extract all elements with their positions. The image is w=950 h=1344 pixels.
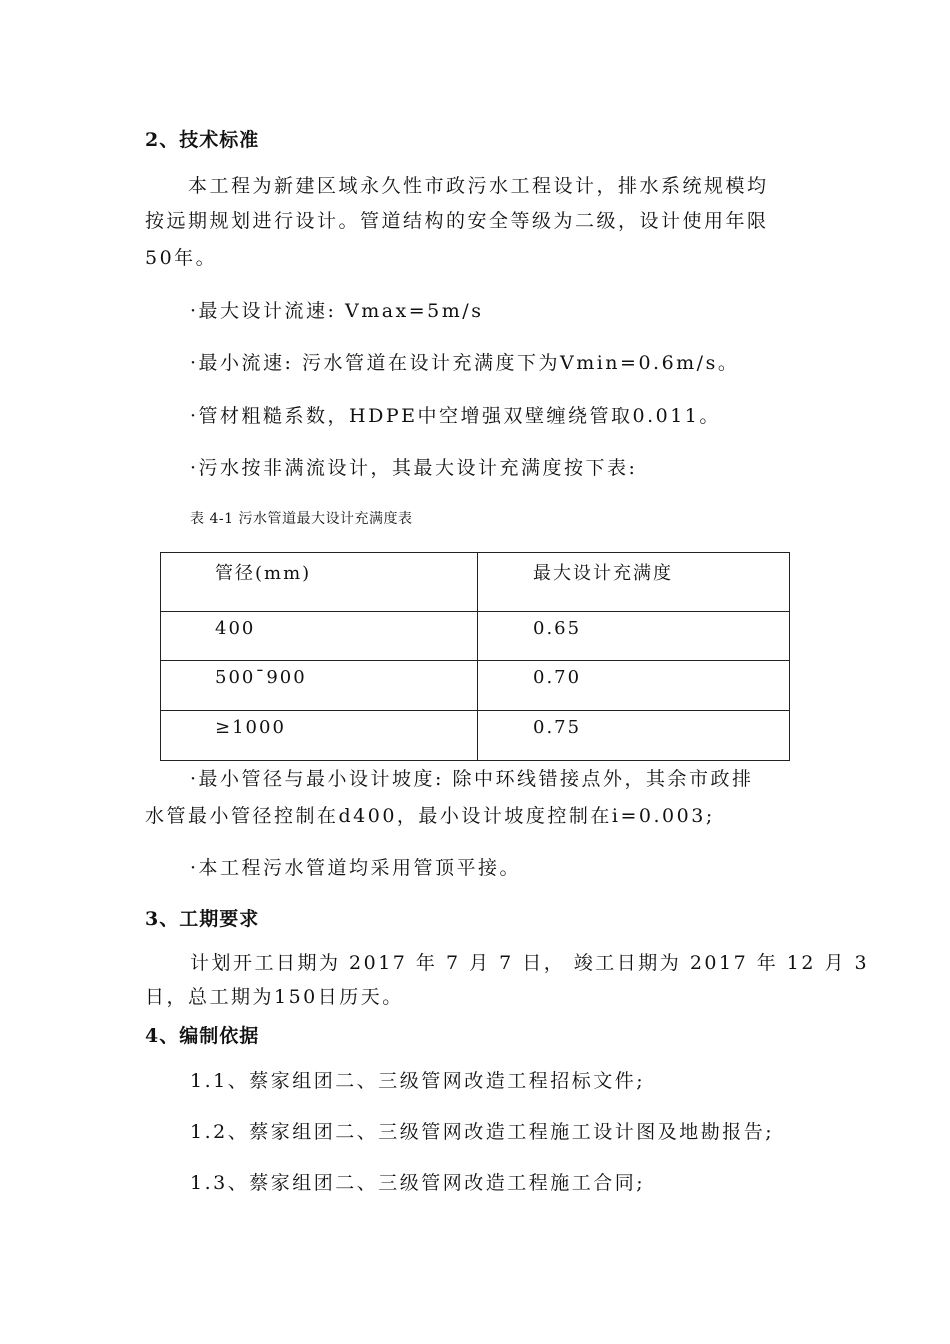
table-row	[161, 661, 790, 711]
table-cell-fullness: 0.65	[478, 611, 790, 661]
schedule-line-1: 计划开工日期为 2017 年 7 月 7 日， 竣工日期为 2017 年 12 月 3	[190, 952, 870, 974]
bullet-min-velocity: ·最小流速: 污水管道在设计充满度下为Vmin=0.6m/s。	[190, 352, 740, 374]
intro-line-2: 按远期规划进行设计。管道结构的安全等级为二级，设计使用年限	[145, 210, 769, 232]
table-row	[161, 611, 790, 661]
header-max-fullness: 最大设计充满度	[478, 553, 790, 612]
basis-item-1: 1.1、蔡家组团二、三级管网改造工程招标文件;	[190, 1070, 646, 1092]
section-4-heading: 4、编制依据	[145, 1025, 260, 1047]
section-2-heading: 2、技术标准	[145, 129, 260, 151]
basis-item-3: 1.3、蔡家组团二、三级管网改造工程施工合同;	[190, 1172, 646, 1194]
bullet-min-diameter-line-2: 水管最小管径控制在d400，最小设计坡度控制在i=0.003;	[145, 805, 715, 827]
schedule-line-2: 日，总工期为150日历天。	[145, 986, 404, 1008]
table-cell-fullness: 0.70	[478, 661, 790, 711]
bullet-roughness: ·管材粗糙系数，HDPE中空增强双壁缠绕管取0.011。	[190, 405, 721, 427]
table-row	[161, 711, 790, 761]
bullet-pipe-joint: ·本工程污水管道均采用管顶平接。	[190, 857, 522, 879]
header-pipe-diameter: 管径(mm)	[161, 553, 478, 612]
table-cell-diameter: 500¯900	[161, 661, 478, 711]
table-cell-fullness: 0.75	[478, 711, 790, 761]
fullness-table	[160, 552, 790, 761]
section-3-heading: 3、工期要求	[145, 908, 260, 930]
intro-line-1: 本工程为新建区域永久性市政污水工程设计，排水系统规模均	[188, 175, 769, 197]
basis-item-2: 1.2、蔡家组团二、三级管网改造工程施工设计图及地勘报告;	[190, 1121, 775, 1143]
bullet-partial-flow: ·污水按非满流设计，其最大设计充满度按下表:	[190, 457, 638, 479]
table-caption: 表 4-1 污水管道最大设计充满度表	[190, 511, 413, 527]
table-header-row	[161, 553, 790, 612]
table-cell-diameter: 400	[161, 611, 478, 661]
bullet-min-diameter-line-1: ·最小管径与最小设计坡度: 除中环线错接点外，其余市政排	[190, 768, 754, 790]
intro-line-3: 50年。	[145, 247, 218, 269]
bullet-max-velocity: ·最大设计流速: Vmax=5m/s	[190, 300, 484, 322]
table-cell-diameter: ≥1000	[161, 711, 478, 761]
